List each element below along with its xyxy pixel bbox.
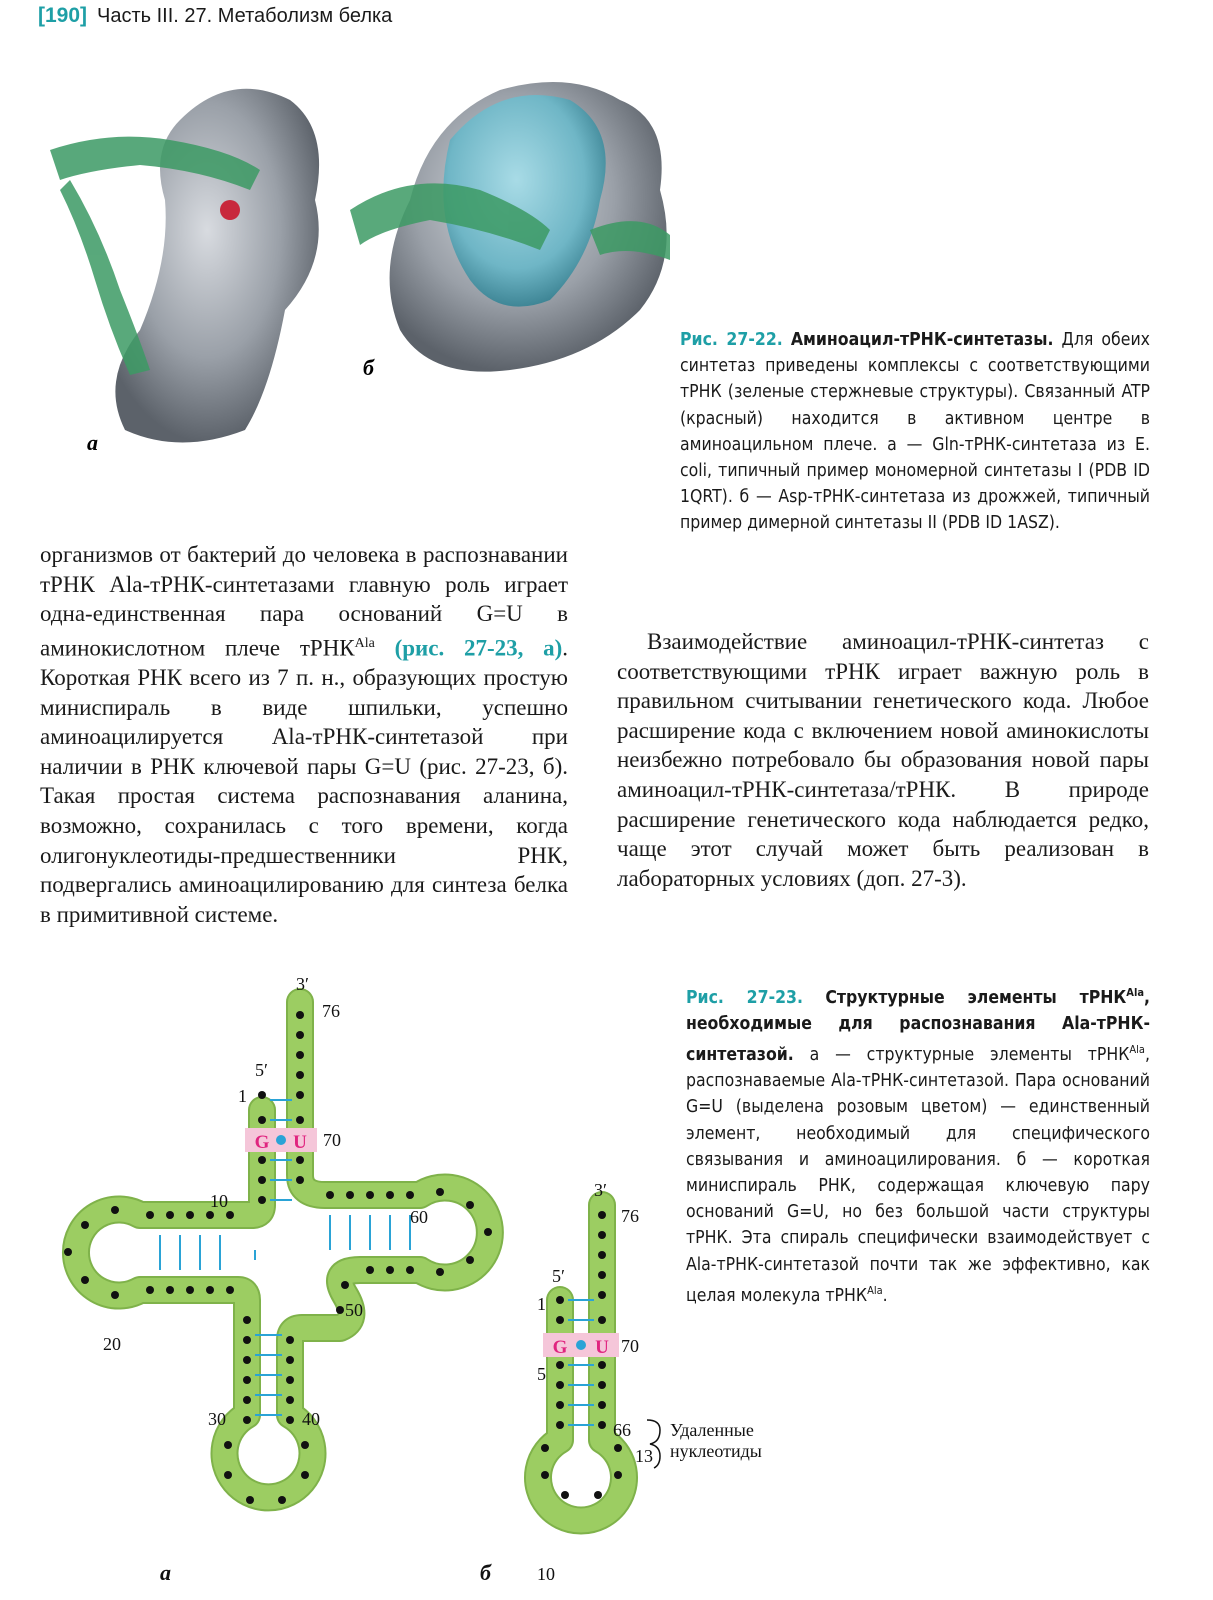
removed-label-2: нуклеотиды (670, 1441, 762, 1461)
g-base-a: G (254, 1132, 270, 1153)
left-p1-b: . Короткая РНК всего из 7 п. н., образующих простую миниспираль в виде шпильки, успешно аминоацилируется Ala-тРНК-синтетазой при наличии в РНК ключевой пары G=U (рис. 27-23, б). Такая простая система распознавания аланина, возможно, сохранилась с того времени, когда олигонуклеотиды-предшественники РНК, подвергались аминоацилированию для синтеза белка в примитивной системе. (40, 635, 569, 927)
b-n10: 10 (537, 1564, 555, 1584)
right-p1: Взаимодействие аминоацил-тРНК-синтетаз с соответствующими тРНК играет важную роль в правильном считывании генетического кода. Любое расширение кода с включением новой аминокислоты неизбежно потребовало бы образования новой пары аминоацил-тРНК-синтетаза/тРНК. В природе расширение генетического кода наблюдается редко, чаще этот случай может быть реализован в лабораторных условиях (доп. 27-3). (617, 629, 1149, 891)
fig23-text-b: , распознаваемые Ala-тРНК-синтетазой. Пара оснований G=U (выделена розовым цветом) — единственный элемент, необходимый для специфического связывания и аминоацилирования. б — короткая миниспираль РНК, содержащая ключевую пару оснований G=U, но без большой части структуры тРНК. Эта спираль специфически взаимодействует с Ala-тРНК-синтетазой почти так же эффективно, как целая молекула тРНК (686, 1045, 1150, 1306)
a-three-prime: 3′ (296, 974, 309, 994)
gu-pair-highlight-b (543, 1333, 619, 1358)
trna-diagram (0, 960, 840, 1600)
a-n30: 30 (208, 1409, 226, 1429)
a-n70: 70 (323, 1130, 341, 1150)
a-n10: 10 (210, 1191, 228, 1211)
fig22-panel-a-label: а (87, 430, 98, 455)
fig23-label: Рис. 27-23. (686, 987, 803, 1008)
a-n40: 40 (302, 1409, 320, 1429)
gu-pair-highlight-a (245, 1128, 317, 1153)
left-p1-a: организмов от бактерий до человека в распознавании тРНК Ala-тРНК-синтетазами главную роль играет одна-единственная пара оснований G=U в аминокислотном плече тРНК (40, 542, 568, 661)
a-n1: 1 (238, 1086, 247, 1106)
b-n1: 1 (537, 1294, 546, 1314)
fig22-text: Для обеих синтетаз приведены комплексы с соответствующими тРНК (зеленые стержневые структуры). Связанный ATP (красный) находится в активном центре в аминоацильном плече. а — Gln-тРНК-синтетаза из E. coli, типичный пример мономерной синтетазы I (PDB ID 1QRT). б — Asp-тРНК-синтетаза из дрожжей, типичный пример димерной синтетазы II (PDB ID 1ASZ). (680, 330, 1150, 534)
fig22-title: Аминоацил-тРНК-синтетазы. (790, 330, 1054, 350)
b-n70: 70 (621, 1336, 639, 1356)
u-base-b: U (595, 1337, 609, 1358)
fig23-title-a: Структурные элементы тРНК (825, 987, 1127, 1008)
left-column-text (40, 540, 568, 929)
b-five-prime: 5′ (552, 1266, 565, 1286)
left-p1-sup: Ala (354, 635, 375, 651)
nucleotide-dots (64, 1011, 622, 1504)
a-five-prime: 5′ (255, 1060, 268, 1080)
a-n60: 60 (410, 1207, 428, 1227)
removed-label-1: Удаленные (670, 1420, 754, 1440)
panel-a-label: а (160, 1560, 171, 1585)
fig22-label: Рис. 27-22. (680, 330, 783, 350)
b-n5: 5 (537, 1364, 546, 1384)
cloverleaf-strand (76, 1002, 490, 1497)
running-title: Часть III. 27. Метаболизм белка (97, 5, 393, 27)
asp-trna-synthetase-model (350, 82, 670, 372)
fig23-text-c: . (882, 1285, 888, 1306)
fig23-text-a: а — структурные элементы тРНК (809, 1045, 1130, 1066)
fig23-text-sup1: Ala (1129, 1043, 1145, 1057)
fig22-caption (680, 327, 1150, 537)
u-base-a: U (293, 1132, 307, 1153)
fig23-text-sup2: Ala (867, 1283, 883, 1297)
fig23a-reference: (рис. 27-23, а) (394, 635, 563, 661)
right-column-text (617, 627, 1149, 893)
g-base-b: G (552, 1337, 568, 1358)
b-n76: 76 (621, 1206, 639, 1226)
page-number: [190] (38, 4, 88, 27)
a-n76: 76 (322, 1001, 340, 1021)
b-n66: 66 (613, 1420, 631, 1440)
fig23-title-sup: Ala (1126, 986, 1145, 999)
gln-trna-synthetase-model (50, 89, 319, 443)
b-n13: 13 (635, 1446, 653, 1466)
fig23-title-b: , необходимые для распознавания Ala-тРНК-синтетазой. (686, 987, 1150, 1066)
running-header (38, 4, 392, 28)
fig22-panel-b-label: б (363, 355, 374, 380)
a-n20: 20 (103, 1334, 121, 1354)
b-three-prime: 3′ (594, 1180, 607, 1200)
panel-b-label: б (480, 1560, 491, 1585)
protein-structures-figure (30, 60, 670, 460)
a-n50: 50 (345, 1300, 363, 1320)
minihelix-strand (538, 1205, 624, 1521)
